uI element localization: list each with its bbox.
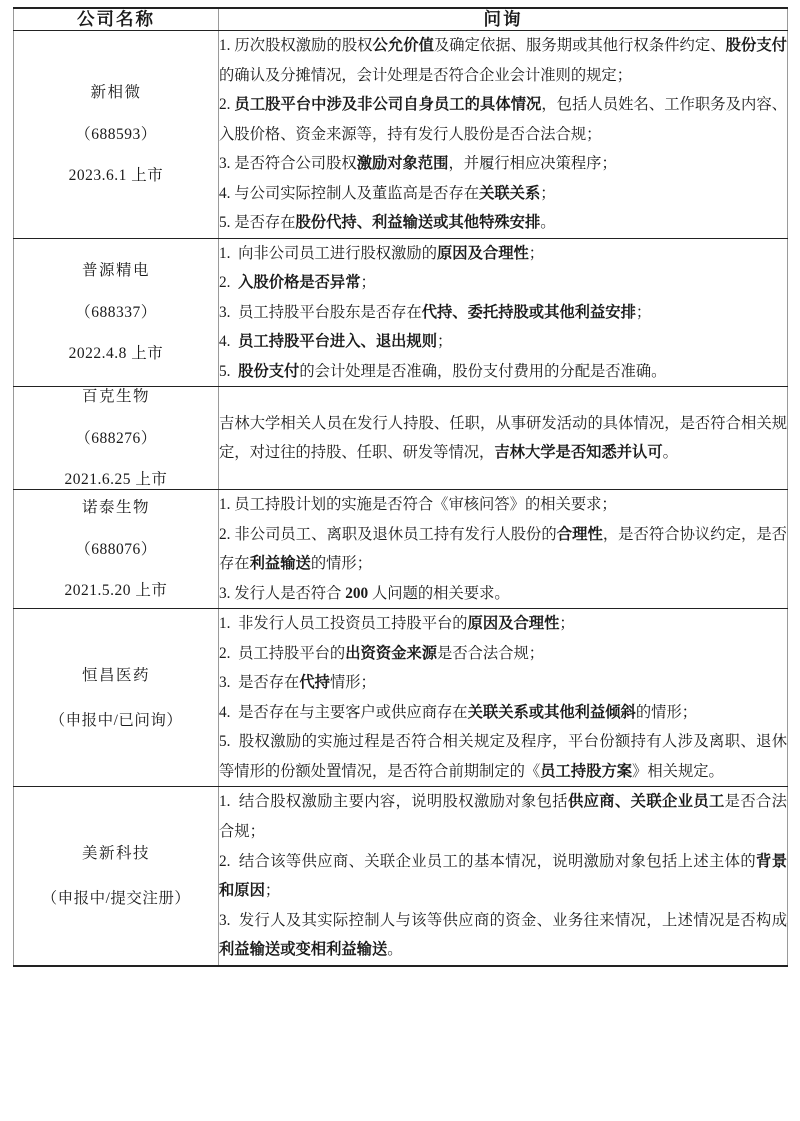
company-code: （688337） — [75, 303, 157, 321]
company-code: （申报中/提交注册） — [41, 890, 191, 908]
item-number: 2. — [219, 96, 231, 114]
company-name: 美新科技 — [81, 844, 150, 862]
emphasis-text: 原因及合理性 — [437, 244, 529, 262]
body-text: 发行人及其实际控制人与该等供应商的资金、业务往来情况，上述情况是否构成 — [234, 911, 787, 929]
query-paragraph — [219, 409, 787, 468]
query-item — [219, 609, 787, 639]
query-item — [219, 579, 787, 609]
emphasis-text: 吉林大学是否知悉并认可 — [494, 444, 663, 462]
company-name: 普源精电 — [81, 262, 150, 280]
item-number: 2. — [219, 274, 231, 292]
table-row — [14, 490, 788, 609]
company-name: 百克生物 — [81, 388, 150, 406]
body-text: 结合股权激励主要内容，说明股权激励对象包括 — [234, 793, 568, 811]
emphasis-text: 激励对象范围 — [356, 155, 449, 173]
body-text: 股权激励的实施过程是否符合相关规定及程序，平台份额持有人涉及离职、退休等情形的份额处置情况，是否符合前期制定的《 — [219, 733, 787, 780]
query-item — [219, 179, 787, 209]
table-row — [14, 787, 788, 966]
company-cell — [14, 387, 219, 490]
body-text: 。 — [540, 214, 556, 232]
table-header-row — [14, 8, 788, 31]
emphasis-text: 代持、委托持股或其他利益安排 — [421, 303, 636, 321]
body-text: 员工持股平台的 — [234, 644, 346, 662]
query-item — [219, 668, 787, 698]
item-number: 1. — [219, 244, 231, 262]
query-item — [219, 208, 787, 238]
company-cell — [14, 787, 219, 966]
item-number: 3. — [219, 303, 231, 321]
body-text: 的会计处理是否准确，股份支付费用的分配是否准确。 — [299, 362, 667, 380]
emphasis-text: 股份支付 — [725, 37, 787, 54]
emphasis-text: 供应商、关联企业员工 — [567, 793, 725, 811]
table-body — [14, 31, 788, 966]
item-number: 5. — [219, 362, 231, 380]
item-number: 2. — [219, 644, 231, 662]
query-cell — [219, 787, 788, 966]
item-number: 5. — [219, 733, 231, 751]
body-text: ； — [528, 244, 545, 262]
body-text: 。 — [662, 444, 678, 462]
query-item — [219, 490, 787, 520]
query-item — [219, 639, 787, 669]
emphasis-text: 关联关系或其他利益倾斜 — [467, 703, 636, 721]
emphasis-text: 原因及合理性 — [467, 615, 560, 633]
emphasis-text: 员工股平台中涉及非公司自身员工的具体情况 — [230, 96, 542, 114]
body-text: 是否符合公司股权 — [230, 155, 357, 173]
company-cell — [14, 238, 219, 387]
listing-status: 2021.5.20 上市 — [64, 582, 168, 600]
body-text: 与公司实际控制人及董监高是否存在 — [230, 184, 480, 202]
body-text: 吉林大学相关人员在发行人持股、任职，从事研发活动的具体情况，是否符合相关规定，对过往的持股、任职、研发等情况， — [219, 414, 787, 462]
body-text: ，是否符合协议约定，是否存在 — [219, 525, 787, 573]
emphasis-text: 关联关系 — [479, 184, 541, 202]
body-text: 历次股权激励的股权 — [230, 37, 373, 54]
query-item — [219, 31, 787, 90]
company-name: 恒昌医药 — [81, 666, 150, 684]
body-text: 是否合法合规； — [437, 644, 545, 662]
item-number: 3. — [219, 155, 231, 173]
body-text: 》相关规定。 — [632, 762, 724, 780]
item-number: 2. — [219, 525, 231, 543]
query-item — [219, 727, 787, 786]
emphasis-text: 员工持股平台进入、退出规则 — [238, 333, 438, 351]
body-text: ，并履行相应决策程序； — [448, 155, 617, 173]
query-cell — [219, 490, 788, 609]
body-text: ； — [559, 615, 575, 633]
body-text: 是否存在 — [234, 674, 300, 692]
item-number: 4. — [219, 333, 231, 351]
query-item — [219, 298, 787, 328]
company-name: 新相微 — [90, 84, 142, 102]
body-text: 。 — [387, 941, 403, 959]
body-text: 的情形； — [635, 703, 698, 721]
query-item — [219, 787, 787, 846]
emphasis-text: 股份代持、利益输送或其他特殊安排 — [295, 214, 541, 232]
query-cell — [219, 31, 788, 239]
emphasis-text: 利益输送或变相利益输送 — [219, 941, 388, 959]
body-text: 向非公司员工进行股权激励的 — [234, 244, 437, 262]
body-text: 非公司员工、离职及退休员工持有发行人股份的 — [230, 525, 557, 543]
query-item — [219, 357, 787, 387]
query-cell — [219, 609, 788, 787]
company-code: （688593） — [75, 125, 157, 143]
inquiry-table — [13, 7, 788, 967]
query-item — [219, 149, 787, 179]
emphasis-text: 200 — [345, 584, 369, 602]
body-text: 的确认及分摊情况，会计处理是否符合企业会计准则的规定； — [219, 66, 633, 84]
query-item — [219, 239, 787, 269]
body-text: 员工持股平台股东是否存在 — [234, 303, 422, 321]
table-row — [14, 238, 788, 387]
item-number: 4. — [219, 703, 231, 721]
query-item — [219, 847, 787, 906]
table-row — [14, 609, 788, 787]
company-code: （申报中/已问询） — [49, 711, 183, 729]
table-row — [14, 387, 788, 490]
emphasis-text: 入股价格是否异常 — [238, 274, 361, 292]
listing-status: 2022.4.8 上市 — [68, 345, 164, 363]
body-text: 非发行人员工投资员工持股平台的 — [234, 615, 468, 633]
company-code: （688076） — [75, 540, 157, 558]
body-text: 是否合法合规； — [219, 793, 787, 840]
item-number: 1. — [219, 793, 231, 811]
company-cell — [14, 490, 219, 609]
body-text: 发行人是否符合 — [230, 584, 346, 602]
body-text: 及确定依据、服务期或其他行权条件约定、 — [433, 37, 726, 54]
emphasis-text: 出资资金来源 — [345, 644, 438, 662]
body-text: 的情形； — [310, 555, 373, 573]
emphasis-text: 公允价值 — [372, 37, 434, 54]
item-number: 4. — [219, 184, 231, 202]
company-code: （688276） — [75, 429, 157, 447]
emphasis-text: 利益输送 — [249, 555, 311, 573]
query-item — [219, 698, 787, 728]
body-text: 员工持股计划的实施是否符合《审核问答》的相关要求； — [230, 496, 617, 514]
body-text: ； — [540, 184, 556, 202]
item-number: 2. — [219, 852, 231, 870]
query-item — [219, 268, 787, 298]
item-number: 1. — [219, 615, 231, 633]
item-number: 1. — [219, 496, 231, 514]
body-text: ，包括人员姓名、工作职务及内容、入股价格、资金来源等，持有发行人股份是否合法合规； — [219, 96, 787, 143]
company-cell — [14, 31, 219, 239]
body-text: ； — [264, 882, 281, 900]
table-header — [14, 8, 788, 31]
query-cell — [219, 238, 788, 387]
body-text: 是否存在与主要客户或供应商存在 — [234, 703, 468, 721]
emphasis-text: 员工持股方案 — [540, 762, 633, 780]
body-text: ； — [437, 333, 453, 351]
query-item — [219, 520, 787, 579]
listing-status: 2021.6.25 上市 — [64, 470, 168, 488]
body-text: 人问题的相关要求。 — [368, 584, 510, 602]
body-text: 是否存在 — [230, 214, 296, 232]
body-text: 结合该等供应商、关联企业员工的基本情况，说明激励对象包括上述主体的 — [234, 852, 757, 870]
body-text: 情形； — [329, 674, 376, 692]
emphasis-text: 股份支付 — [238, 362, 300, 380]
company-name: 诺泰生物 — [81, 499, 150, 517]
item-number: 3. — [219, 584, 231, 602]
query-item — [219, 90, 787, 149]
emphasis-text: 背景和原因 — [219, 852, 787, 900]
column-header-query: 问询 — [219, 8, 788, 31]
item-number: 5. — [219, 214, 231, 232]
item-number: 3. — [219, 911, 231, 929]
column-header-company: 公司名称 — [14, 8, 219, 31]
item-number: 1. — [219, 37, 231, 54]
body-text: ； — [360, 274, 376, 292]
emphasis-text: 合理性 — [556, 525, 603, 543]
emphasis-text: 代持 — [299, 674, 330, 692]
listing-status: 2023.6.1 上市 — [68, 166, 164, 184]
company-cell — [14, 609, 219, 787]
item-number: 3. — [219, 674, 231, 692]
query-cell — [219, 387, 788, 490]
table-row — [14, 31, 788, 239]
body-text: ； — [635, 303, 652, 321]
query-item — [219, 906, 787, 965]
query-item — [219, 327, 787, 357]
